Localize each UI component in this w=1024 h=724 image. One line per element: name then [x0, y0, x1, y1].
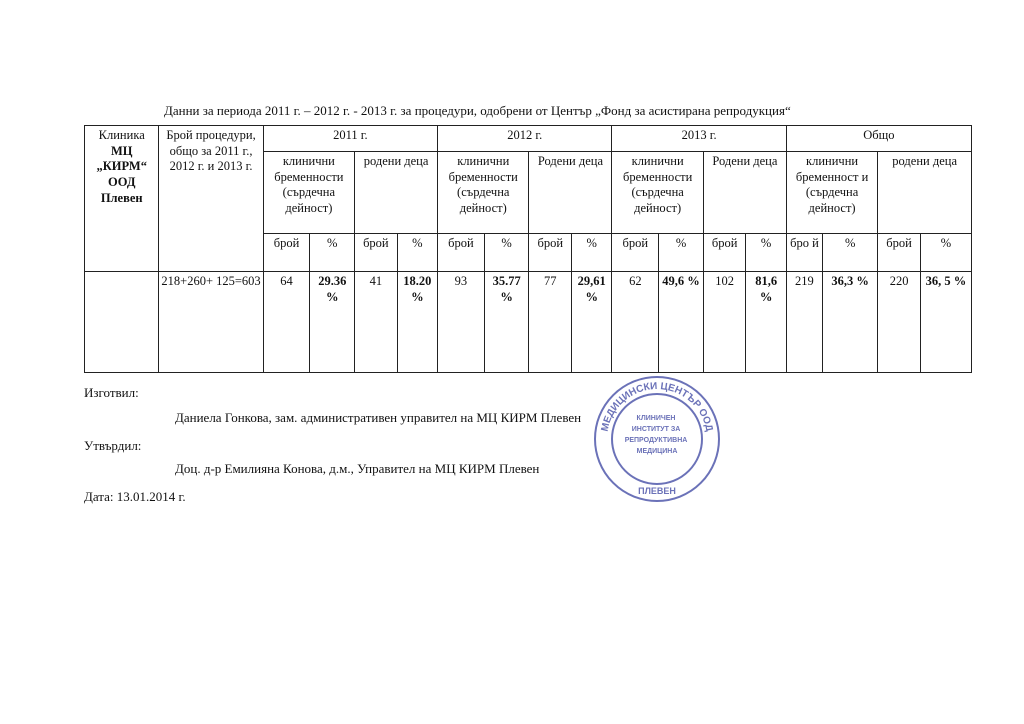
pct-header: %: [484, 234, 529, 272]
stamp-inner-line: МЕДИЦИНА: [636, 448, 678, 455]
table-row: [85, 272, 972, 373]
clinic-name: МЦ „КИРМ“ ООД Плевен: [96, 143, 147, 205]
pct-header: %: [572, 234, 612, 272]
preg-total-header: клинични бременност и (сърдечна дейност): [786, 152, 877, 234]
count-cell: 102: [703, 272, 746, 373]
year-2013-header: 2013 г.: [612, 126, 786, 152]
year-2011-header: 2011 г.: [263, 126, 437, 152]
prepared-label: Изготвил:: [84, 385, 139, 400]
approved-by: Доц. д-р Емилияна Конова, д.м., Управител на МЦ КИРМ Плевен: [175, 461, 540, 476]
count-header: бро й: [786, 234, 822, 272]
count-header: брой: [878, 234, 921, 272]
count-header: брой: [355, 234, 398, 272]
count-cell: 93: [438, 272, 485, 373]
preg-2012-header: клинични бременности (сърдечна дейност): [438, 152, 529, 234]
stamp-city: ПЛЕВЕН: [638, 486, 676, 496]
count-cell: 219: [786, 272, 822, 373]
count-cell: 220: [878, 272, 921, 373]
count-cell: 41: [355, 272, 398, 373]
stamp-seal: [592, 374, 722, 504]
clinic-header-cell: [85, 126, 159, 272]
preg-2011-header: клинични бременности (сърдечна дейност): [263, 152, 354, 234]
stamp-outer-text: МЕДИЦИНСКИ ЦЕНТЪР ООД: [599, 380, 715, 433]
count-cell: 62: [612, 272, 659, 373]
stamp-inner-line: КЛИНИЧЕН: [636, 415, 676, 422]
pct-header: %: [397, 234, 437, 272]
pct-cell: 36,3 %: [823, 272, 878, 373]
born-total-header: родени деца: [878, 152, 972, 234]
count-header: брой: [703, 234, 746, 272]
count-cell: 77: [529, 272, 572, 373]
pct-cell: 81,6 %: [746, 272, 786, 373]
total-header: Общо: [786, 126, 971, 152]
prepared-by: Даниела Гонкова, зам. административен управител на МЦ КИРМ Плевен: [175, 410, 582, 425]
born-2011-header: родени деца: [355, 152, 438, 234]
count-cell: 64: [263, 272, 310, 373]
svg-text:КЛИНИЧЕН ИНСТИТУТ ЗА Р: [625, 415, 690, 455]
approved-label: Утвърдил:: [84, 438, 142, 453]
year-2012-header: 2012 г.: [438, 126, 612, 152]
born-2012-header: Родени деца: [529, 152, 612, 234]
pct-cell: 29.36 %: [310, 272, 355, 373]
clinic-label: Клиника: [98, 128, 145, 142]
pct-cell: 35.77 %: [484, 272, 529, 373]
procedures-header: Брой процедури, общо за 2011 г., 2012 г. и 2013 г.: [159, 126, 263, 272]
pct-cell: 18.20 %: [397, 272, 437, 373]
clinic-cell: [85, 272, 159, 373]
pct-cell: 29,61 %: [572, 272, 612, 373]
count-header: брой: [529, 234, 572, 272]
pct-header: %: [746, 234, 786, 272]
pct-header: %: [920, 234, 971, 272]
count-header: брой: [263, 234, 310, 272]
stamp-inner-line: ИНСТИТУТ ЗА: [631, 426, 681, 433]
born-2013-header: Родени деца: [703, 152, 786, 234]
count-header: брой: [612, 234, 659, 272]
pct-header: %: [659, 234, 704, 272]
preg-2013-header: клинични бременности (сърдечна дейност): [612, 152, 703, 234]
procedures-cell: 218+260+ 125=603: [159, 272, 263, 373]
stamp-inner-line: РЕПРОДУКТИВНА: [624, 437, 688, 444]
date: Дата: 13.01.2014 г.: [84, 489, 186, 504]
table-caption: Данни за периода 2011 г. – 2012 г. - 2013 г. за процедури, одобрени от Център „Фонд за асистирана репродукция“: [164, 103, 791, 118]
count-header: брой: [438, 234, 485, 272]
pct-cell: 36, 5 %: [920, 272, 971, 373]
svg-text:МЕДИЦИНСКИ ЦЕНТЪР ООД: [600, 381, 715, 433]
statistics-table: [84, 125, 972, 373]
pct-cell: 49,6 %: [659, 272, 704, 373]
pct-header: %: [823, 234, 878, 272]
pct-header: %: [310, 234, 355, 272]
